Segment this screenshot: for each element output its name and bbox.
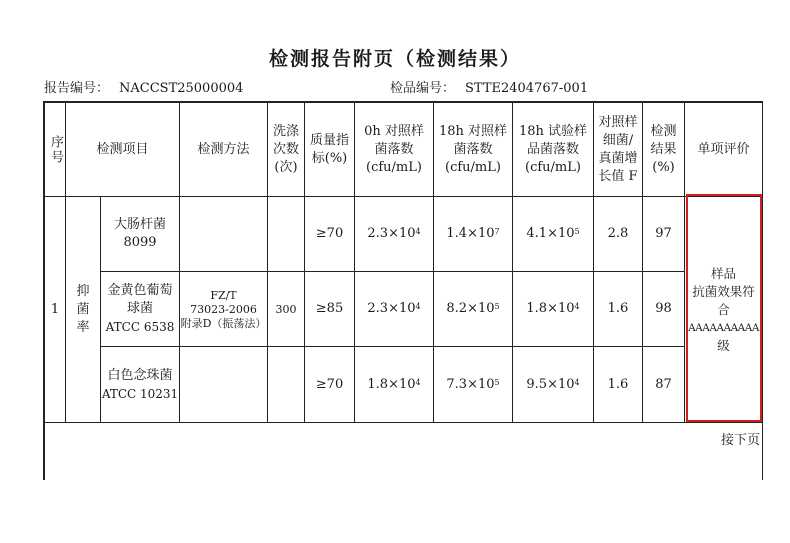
header-result: 检测结果(%) bbox=[650, 123, 677, 175]
value-exponent: 4 bbox=[415, 302, 421, 311]
value-exponent: 4 bbox=[574, 302, 580, 311]
report-number-value: NACCST25000004 bbox=[119, 81, 244, 96]
evaluation-line: 样品 bbox=[710, 265, 736, 281]
header-seq-text: 序号 bbox=[48, 134, 63, 165]
sample-number-value: STTE2404767-001 bbox=[465, 81, 589, 96]
value-exponent: 5 bbox=[494, 302, 500, 311]
control-0h-value bbox=[355, 272, 433, 346]
page-title: 检测报告附页（检测结果） bbox=[268, 48, 521, 70]
strain-name-line: 球菌 bbox=[126, 301, 153, 316]
row-item: 抑菌率 bbox=[76, 283, 90, 335]
header-test-18h: 18h 试验样品菌落数(cfu/mL) bbox=[518, 123, 588, 175]
evaluation-line: AAAAAAAAAA bbox=[688, 321, 759, 334]
value-base: 8.2×10 bbox=[446, 301, 495, 316]
header-growth-value: 对照样细菌/真菌增长值 F bbox=[598, 114, 638, 184]
header-evaluation: 单项评价 bbox=[697, 141, 750, 157]
growth-value: 1.6 bbox=[607, 376, 629, 392]
header-wash-count: 洗涤次数(次) bbox=[272, 123, 299, 175]
value-base: 1.4×10 bbox=[446, 226, 495, 241]
evaluation-highlight-box bbox=[686, 194, 762, 422]
growth-value: 1.6 bbox=[607, 301, 629, 316]
header-item: 检测项目 bbox=[96, 141, 149, 157]
strain-name bbox=[101, 347, 179, 422]
evaluation-line: 级 bbox=[717, 337, 730, 353]
report-number bbox=[44, 77, 243, 96]
value-exponent: 5 bbox=[574, 227, 580, 236]
control-0h-value bbox=[355, 347, 433, 422]
result-value: 97 bbox=[655, 226, 672, 241]
table-rule bbox=[43, 422, 763, 423]
header-seq bbox=[45, 103, 65, 196]
value-base: 7.3×10 bbox=[446, 376, 495, 392]
quality-index: ≥70 bbox=[315, 226, 344, 241]
row-method-line: 附录D（振荡法） bbox=[180, 316, 267, 330]
strain-name-line: 8099 bbox=[123, 235, 157, 250]
result-value: 87 bbox=[655, 376, 672, 392]
row-wash-count: 300 bbox=[275, 302, 297, 316]
value-exponent: 5 bbox=[494, 377, 500, 387]
value-exponent: 4 bbox=[415, 227, 421, 236]
value-base: 9.5×10 bbox=[526, 376, 575, 392]
value-exponent: 7 bbox=[494, 227, 500, 236]
value-base: 2.3×10 bbox=[367, 301, 416, 316]
control-0h-value bbox=[355, 197, 433, 271]
value-exponent: 4 bbox=[415, 377, 421, 387]
control-18h-value bbox=[434, 197, 512, 271]
strain-name bbox=[101, 272, 179, 346]
strain-name-line: 大肠杆菌 bbox=[113, 217, 166, 232]
row-method-line: 73023-2006 bbox=[190, 302, 257, 316]
row-method-line: FZ/T bbox=[210, 288, 237, 302]
value-base: 1.8×10 bbox=[526, 301, 575, 316]
strain-name-line: ATCC 6538 bbox=[105, 320, 175, 334]
value-base: 2.3×10 bbox=[367, 226, 416, 241]
test-18h-value bbox=[513, 272, 593, 346]
strain-name-line: 金黄色葡萄 bbox=[107, 283, 173, 298]
row-method bbox=[180, 197, 267, 422]
test-18h-value bbox=[513, 197, 593, 271]
value-exponent: 4 bbox=[574, 377, 580, 387]
row-seq: 1 bbox=[50, 301, 60, 317]
continued-note: 接下页 bbox=[720, 433, 760, 448]
header-control-18h: 18h 对照样菌落数(cfu/mL) bbox=[438, 123, 508, 175]
quality-index: ≥85 bbox=[315, 301, 344, 316]
header-method: 检测方法 bbox=[197, 141, 250, 157]
strain-name bbox=[101, 197, 179, 271]
result-value: 98 bbox=[655, 301, 672, 316]
value-base: 1.8×10 bbox=[367, 376, 416, 392]
evaluation-line: 抗菌效果符 bbox=[692, 283, 755, 299]
header-control-0h: 0h 对照样菌落数(cfu/mL) bbox=[364, 123, 424, 175]
sample-number-label: 检品编号： bbox=[390, 81, 456, 96]
header-quality-index: 质量指标(%) bbox=[309, 132, 349, 166]
control-18h-value bbox=[434, 272, 512, 346]
quality-index: ≥70 bbox=[315, 376, 344, 392]
growth-value: 2.8 bbox=[607, 226, 629, 241]
evaluation-line: 合 bbox=[717, 301, 730, 317]
strain-name-line: 白色念珠菌 bbox=[107, 367, 173, 383]
value-base: 4.1×10 bbox=[526, 226, 575, 241]
test-18h-value bbox=[513, 347, 593, 422]
control-18h-value bbox=[434, 347, 512, 422]
report-number-label: 报告编号： bbox=[44, 81, 110, 96]
sample-number bbox=[390, 77, 588, 96]
strain-name-line: ATCC 10231 bbox=[101, 386, 179, 401]
